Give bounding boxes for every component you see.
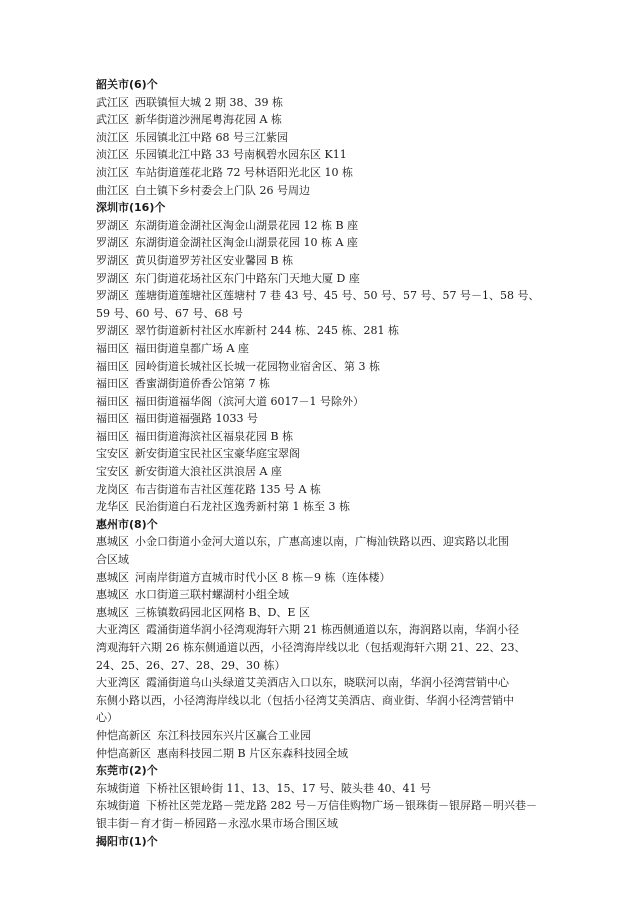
district-name: 罗湖区 <box>96 324 129 338</box>
address-entry <box>96 569 556 587</box>
address-entry <box>96 621 556 639</box>
address-text: 福田街道皇都广场 A 座 <box>135 341 249 355</box>
district-name: 仲恺高新区 <box>96 728 151 742</box>
address-text: 白土镇下乡村委会上门队 26 号周边 <box>135 183 310 197</box>
address-text: 福田街道海滨社区福泉花园 B 栋 <box>135 429 294 443</box>
address-entry <box>96 287 556 305</box>
district-name: 罗湖区 <box>96 271 129 285</box>
district-name: 龙华区 <box>96 500 129 514</box>
address-entry <box>96 252 556 270</box>
address-text: 水口街道三联村螺湖村小组全域 <box>135 588 289 602</box>
address-entry <box>96 129 556 147</box>
district-name: 罗湖区 <box>96 236 129 250</box>
address-continuation: 湾观海轩六期 26 栋东侧通道以西，小径湾海岸线以北（包括观海轩六期 21、22、23、 <box>96 641 526 654</box>
address-entry <box>96 164 556 182</box>
address-text: 莲塘街道莲塘社区莲塘村 7 巷 43 号、45 号、50 号、57 号、57 号－1、58 号、 <box>135 289 540 303</box>
address-text: 翠竹街道新村社区水库新村 244 栋、245 栋、281 栋 <box>135 324 399 338</box>
district-name: 罗湖区 <box>96 218 129 232</box>
address-entry <box>96 322 556 340</box>
address-entry <box>96 270 556 288</box>
document-page <box>96 76 556 850</box>
address-text: 新安街道宝民社区宝豪华庭宝翠阁 <box>135 447 300 461</box>
address-entry <box>96 604 556 622</box>
district-name: 罗湖区 <box>96 289 129 303</box>
address-entry <box>96 234 556 252</box>
city-heading: 揭阳市(1)个 <box>96 834 158 848</box>
district-name: 浈江区 <box>96 148 129 162</box>
district-name: 东城街道 <box>96 781 140 795</box>
district-name: 大亚湾区 <box>96 676 140 690</box>
address-text: 车站街道莲花北路 72 号林语阳光北区 10 栋 <box>135 165 353 179</box>
district-name: 武江区 <box>96 113 129 127</box>
address-text: 东江科技园东兴片区赢合工业园 <box>157 728 311 742</box>
district-name: 宝安区 <box>96 447 129 461</box>
address-text: 福田街道福华阁（滨河大道 6017－1 号除外） <box>135 394 364 408</box>
address-text: 新华街道沙洲尾粤海花园 A 栋 <box>135 113 282 127</box>
district-name: 福田区 <box>96 377 129 391</box>
address-continuation: 合区域 <box>96 553 129 567</box>
address-text: 霞涌街道华润小径湾观海轩六期 21 栋西侧通道以东，海润路以南，华润小径 <box>146 623 519 637</box>
address-entry <box>96 533 556 551</box>
district-name: 浈江区 <box>96 165 129 179</box>
address-entry <box>96 94 556 112</box>
district-name: 福田区 <box>96 412 129 426</box>
address-text: 东湖街道金湖社区淘金山湖景花园 10 栋 A 座 <box>135 236 358 250</box>
address-text: 香蜜湖街道侨香公馆第 7 栋 <box>135 377 270 391</box>
address-entry <box>96 727 556 745</box>
district-name: 大亚湾区 <box>96 623 140 637</box>
address-text: 西联镇恒大城 2 期 38、39 栋 <box>135 95 283 109</box>
address-continuation: 心） <box>96 711 118 725</box>
address-entry <box>96 410 556 428</box>
address-text: 黄贝街道罗芳社区安业馨园 B 栋 <box>135 253 294 267</box>
address-text: 布吉街道布吉社区莲花路 135 号 A 栋 <box>135 482 321 496</box>
district-name: 惠城区 <box>96 605 129 619</box>
address-text: 小金口街道小金河大道以东，广惠高速以南，广梅汕铁路以西、迎宾路以北围 <box>135 535 509 549</box>
district-name: 龙岗区 <box>96 482 129 496</box>
address-text: 惠南科技园二期 B 片区东森科技园全域 <box>157 746 349 760</box>
address-entry <box>96 111 556 129</box>
address-text: 园岭街道长城社区长城一花园物业宿舍区、第 3 栋 <box>135 359 380 373</box>
district-name: 仲恺高新区 <box>96 746 151 760</box>
address-text: 东湖街道金湖社区淘金山湖景花园 12 栋 B 座 <box>135 218 359 232</box>
address-entry <box>96 445 556 463</box>
district-name: 惠城区 <box>96 570 129 584</box>
address-entry <box>96 797 556 815</box>
district-name: 武江区 <box>96 95 129 109</box>
address-entry <box>96 586 556 604</box>
address-entry <box>96 182 556 200</box>
address-text: 乐园镇北江中路 68 号三江紫园 <box>135 130 288 144</box>
address-entry <box>96 498 556 516</box>
address-entry <box>96 340 556 358</box>
address-text: 三栋镇数码园北区网格 B、D、E 区 <box>135 605 310 619</box>
district-name: 宝安区 <box>96 465 129 479</box>
address-entry <box>96 217 556 235</box>
address-entry <box>96 358 556 376</box>
address-entry <box>96 375 556 393</box>
address-continuation: 59 号、60 号、67 号、68 号 <box>96 306 243 320</box>
address-text: 河南岸街道方直城市时代小区 8 栋－9 栋（连体楼） <box>135 570 391 584</box>
district-name: 福田区 <box>96 394 129 408</box>
city-heading: 深圳市(16)个 <box>96 201 166 215</box>
address-text: 下桥社区莞龙路－莞龙路 282 号－万信佳购物广场－银珠街－银屏路－明兴巷－ <box>146 799 537 813</box>
city-heading: 惠州市(8)个 <box>96 517 158 531</box>
district-name: 福田区 <box>96 359 129 373</box>
address-entry <box>96 481 556 499</box>
address-text: 福田街道福强路 1033 号 <box>135 412 258 426</box>
address-continuation: 东侧小路以西，小径湾海岸线以北（包括小径湾艾美酒店、商业街、华润小径湾营销中 <box>96 693 514 707</box>
district-name: 惠城区 <box>96 588 129 602</box>
address-text: 下桥社区银岭街 11、13、15、17 号、陂头巷 40、41 号 <box>146 781 431 795</box>
district-name: 曲江区 <box>96 183 129 197</box>
address-continuation: 银丰街－育才街－桥园路－永泓水果市场合围区域 <box>96 816 338 830</box>
district-name: 浈江区 <box>96 130 129 144</box>
district-name: 福田区 <box>96 341 129 355</box>
address-entry <box>96 428 556 446</box>
address-continuation: 24、25、26、27、28、29、30 栋） <box>96 658 286 672</box>
district-name: 福田区 <box>96 429 129 443</box>
district-name: 东城街道 <box>96 799 140 813</box>
address-text: 民治街道白石龙社区逸秀新村第 1 栋至 3 栋 <box>135 500 350 514</box>
address-text: 新安街道大浪社区洪浪居 A 座 <box>135 465 282 479</box>
address-entry <box>96 780 556 798</box>
address-text: 乐园镇北江中路 33 号南枫碧水园东区 K11 <box>135 148 347 162</box>
district-name: 惠城区 <box>96 535 129 549</box>
address-text: 霞涌街道乌山头绿道艾美酒店入口以东，晓联河以南，华润小径湾营销中心 <box>146 676 509 690</box>
address-entry <box>96 393 556 411</box>
address-entry <box>96 674 556 692</box>
address-text: 东门街道花场社区东门中路东门天地大厦 D 座 <box>135 271 360 285</box>
address-entry <box>96 146 556 164</box>
address-entry <box>96 745 556 763</box>
address-entry <box>96 463 556 481</box>
city-heading: 东莞市(2)个 <box>96 764 158 778</box>
city-heading: 韶关市(6)个 <box>96 78 158 91</box>
district-name: 罗湖区 <box>96 253 129 267</box>
